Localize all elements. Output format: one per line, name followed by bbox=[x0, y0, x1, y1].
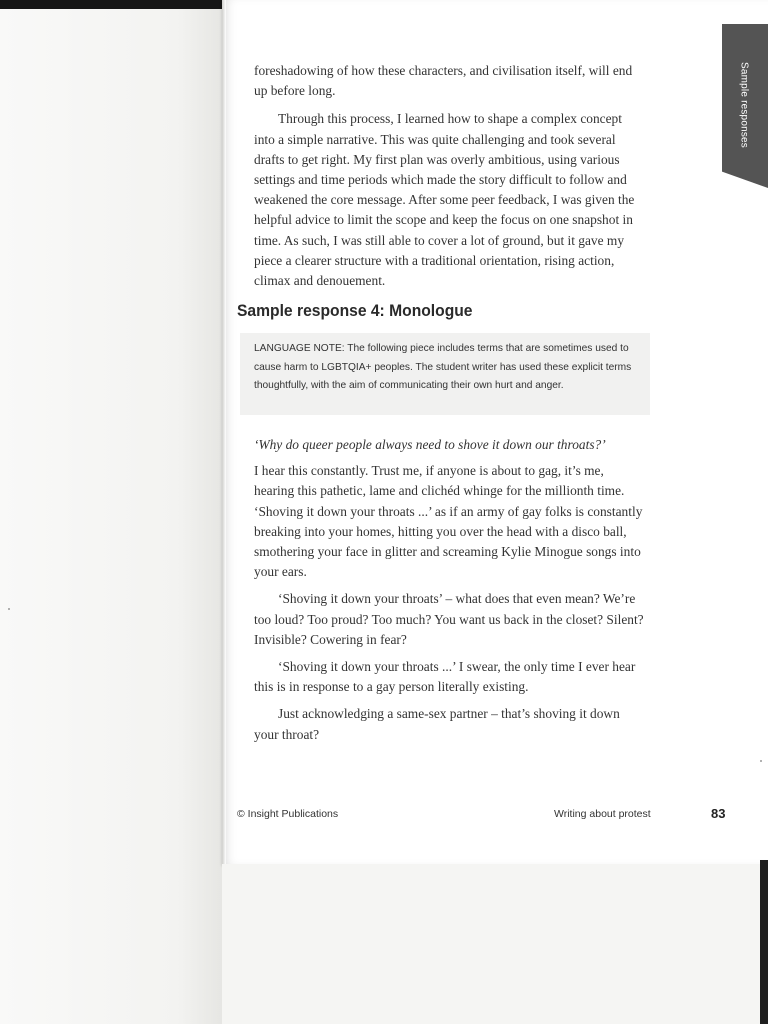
section-heading: Sample response 4: Monologue bbox=[237, 301, 473, 320]
section-tab-label: Sample responses bbox=[738, 61, 750, 149]
paragraph: I hear this constantly. Trust me, if anyone is about to gag, it’s me, hearing this pathetic, lame and clichéd whinge for the millionth time. ‘Shoving it down your throats ...’ as if an army of gay folks is constantly breaking into your homes, hitting you over the head with a disco ball, smothering your face in glitter and screaming Kylie Minogue songs into your ears. bbox=[254, 463, 643, 580]
epigraph: ‘Why do queer people always need to shove it down our throats?’ bbox=[254, 437, 606, 452]
scanner-bed bbox=[222, 864, 768, 1024]
paragraph: Just acknowledging a same-sex partner – that’s shoving it down your throat? bbox=[254, 706, 620, 742]
dust-speck bbox=[760, 760, 762, 762]
page-fold-shadow bbox=[222, 0, 226, 864]
paragraph: ‘Shoving it down your throats’ – what does that even mean? We’re too loud? Too proud? Too much? You want us back in the closet? Silent? Invisible? Cowering in fear? bbox=[254, 591, 644, 647]
scanner-edge-right bbox=[760, 860, 768, 1024]
monologue-text bbox=[254, 435, 646, 745]
dust-speck bbox=[8, 608, 10, 610]
publisher-credit: © Insight Publications bbox=[237, 808, 339, 820]
paragraph: Through this process, I learned how to shape a complex concept into a simple narrative. This was quite challenging and took several drafts to get right. My first plan was overly ambitious, using various settings and time periods which made the story difficult to follow and weakened the core message. After some peer feedback, I was given the helpful advice to limit the scope and keep the focus on one snapshot in time. As such, I was still able to cover a lot of ground, but it gave my piece a clearer structure with a traditional orientation, rising action, climax and denouement. bbox=[254, 111, 635, 289]
intro-text bbox=[254, 61, 646, 291]
running-footer-title: Writing about protest bbox=[554, 808, 651, 820]
paragraph: foreshadowing of how these characters, and civilisation itself, will end up before long. bbox=[254, 63, 633, 99]
page-number: 83 bbox=[711, 806, 726, 821]
language-note: LANGUAGE NOTE: The following piece includes terms that are sometimes used to cause harm to LGBTQIA+ peoples. The student writer has used these explicit terms thoughtfully, with the aim of communicating their own hurt and anger. bbox=[254, 343, 632, 392]
paragraph: ‘Shoving it down your throats ...’ I swear, the only time I ever hear this is in response to a gay person literally existing. bbox=[254, 659, 636, 695]
facing-page bbox=[0, 9, 222, 1024]
